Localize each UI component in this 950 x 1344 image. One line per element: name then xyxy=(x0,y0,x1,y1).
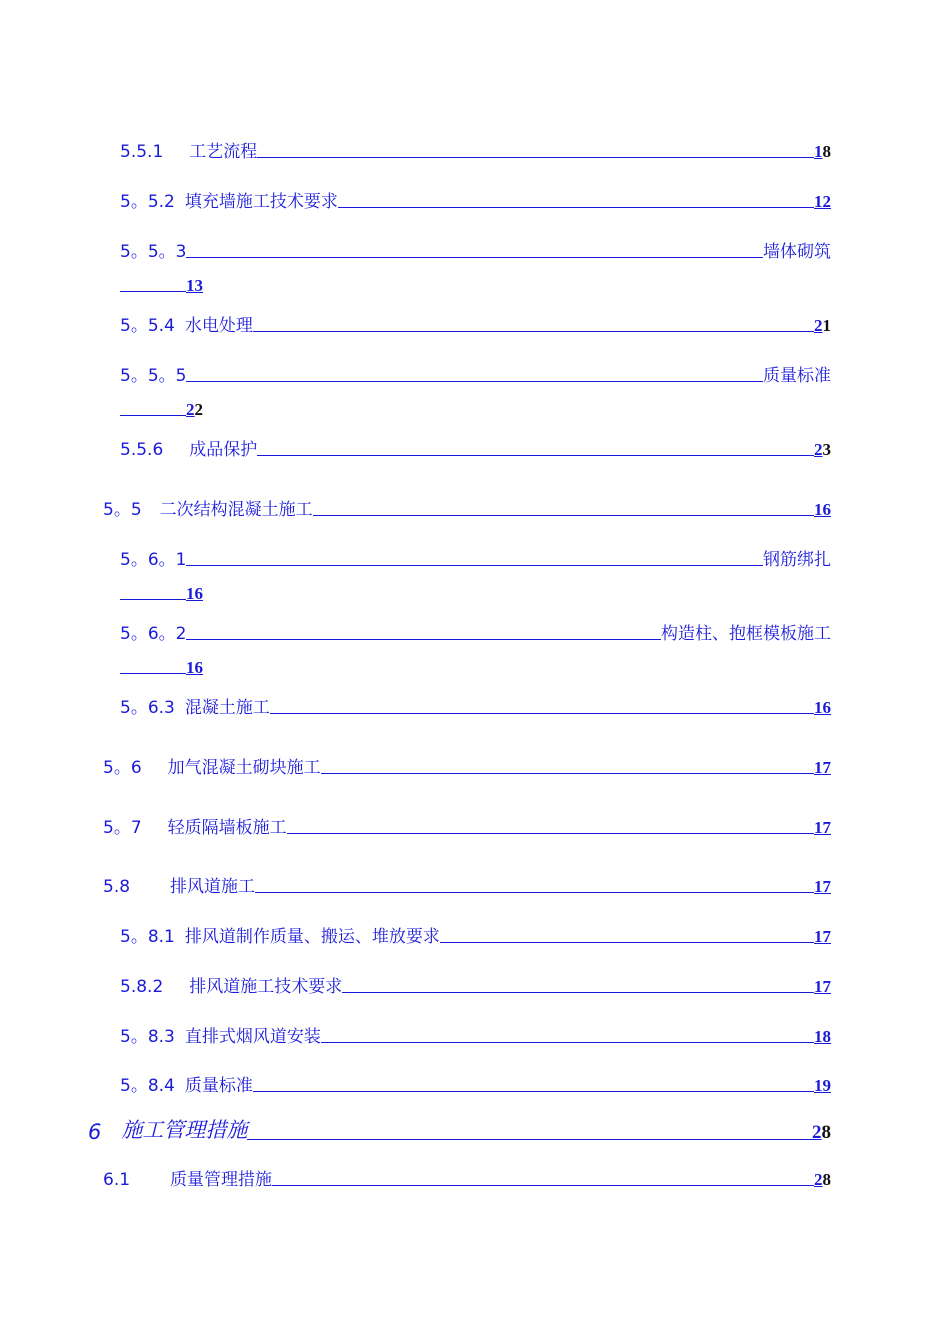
toc-leader xyxy=(313,515,814,516)
toc-number: 5.5.6 xyxy=(120,440,164,460)
toc-leader xyxy=(186,639,661,640)
toc-leader xyxy=(186,565,763,566)
toc-number: 5。5。5 xyxy=(120,366,187,386)
toc-page: 17 xyxy=(814,927,831,946)
toc-page: 18 xyxy=(814,1027,831,1046)
toc-number: 5。6。2 xyxy=(120,624,187,644)
toc-title: 混凝土施工 xyxy=(184,698,270,718)
toc-entry-5-5-2[interactable] xyxy=(120,186,831,212)
toc-leader xyxy=(120,415,186,416)
toc-page: 13 xyxy=(186,276,203,295)
toc-leader xyxy=(287,833,814,834)
toc-number: 5。7 xyxy=(103,818,142,838)
toc-title: 构造柱、抱框模板施工 xyxy=(661,624,831,644)
toc-title: 填充墙施工技术要求 xyxy=(184,192,338,212)
toc-leader xyxy=(186,257,763,258)
toc-entry-5-6-1[interactable] xyxy=(120,544,831,570)
toc-page: 19 xyxy=(814,1076,831,1095)
toc-number: 5。5。3 xyxy=(120,242,187,262)
toc-title: 质量管理措施 xyxy=(170,1170,273,1190)
toc-entry-5-6-2-continued[interactable] xyxy=(120,656,203,678)
toc-entry-5-5-3-continued[interactable] xyxy=(120,274,203,296)
toc-number: 5。8.3 xyxy=(120,1027,175,1047)
toc-entry-6-1[interactable] xyxy=(103,1164,831,1190)
toc-title: 加气混凝土砌块施工 xyxy=(167,758,321,778)
toc-page: 16 xyxy=(186,584,203,603)
toc-leader xyxy=(257,157,814,158)
toc-entry-5-6-2[interactable] xyxy=(120,618,831,644)
toc-entry-5-8[interactable] xyxy=(103,871,831,897)
toc-title: 排风道制作质量、搬运、堆放要求 xyxy=(184,927,440,947)
toc-entry-5-6[interactable] xyxy=(103,752,831,778)
toc-leader xyxy=(272,1185,814,1186)
toc-page: 22 xyxy=(186,400,203,419)
toc-number: 5。5.4 xyxy=(120,316,175,336)
toc-title: 排风道施工技术要求 xyxy=(189,977,343,997)
toc-number: 5。5 xyxy=(103,500,142,520)
toc-entry-5-8-4[interactable] xyxy=(120,1070,831,1096)
toc-leader xyxy=(338,207,814,208)
toc-title: 质量标准 xyxy=(763,366,831,386)
toc-page: 17 xyxy=(814,877,831,896)
toc-entry-5-5-3[interactable] xyxy=(120,236,831,262)
toc-page: 23 xyxy=(814,440,831,459)
toc-page: 18 xyxy=(814,142,831,161)
toc-title: 钢筋绑扎 xyxy=(763,550,831,570)
toc-number: 6.1 xyxy=(103,1170,131,1190)
toc-leader xyxy=(321,773,814,774)
toc-leader xyxy=(120,291,186,292)
toc-title: 水电处理 xyxy=(184,316,253,336)
toc-entry-5-8-1[interactable] xyxy=(120,921,831,947)
toc-page: 17 xyxy=(814,977,831,996)
toc-leader xyxy=(120,599,186,600)
toc-entry-5-8-3[interactable] xyxy=(120,1021,831,1047)
toc-page: 16 xyxy=(186,658,203,677)
toc-number: 5。8.4 xyxy=(120,1076,175,1096)
toc-page: 16 xyxy=(814,698,831,717)
toc-entry-5-6-1-continued[interactable] xyxy=(120,582,203,604)
toc-page: 12 xyxy=(814,192,831,211)
toc-title: 排风道施工 xyxy=(170,877,256,897)
toc-leader xyxy=(253,331,814,332)
toc-leader xyxy=(321,1042,814,1043)
toc-page: 28 xyxy=(812,1122,831,1143)
toc-leader xyxy=(247,1139,812,1140)
toc-number: 5.5.1 xyxy=(120,142,164,162)
toc-entry-5-7[interactable] xyxy=(103,812,831,838)
toc-leader xyxy=(342,992,814,993)
toc-entry-5-5-6[interactable] xyxy=(120,434,831,460)
toc-number: 5.8 xyxy=(103,877,131,897)
toc-number: 6 xyxy=(88,1120,102,1144)
toc-leader xyxy=(253,1091,814,1092)
toc-title: 工艺流程 xyxy=(189,142,258,162)
toc-title: 墙体砌筑 xyxy=(763,242,831,262)
toc-entry-5-5-5[interactable] xyxy=(120,360,831,386)
toc-entry-5-6-3[interactable] xyxy=(120,692,831,718)
toc-page: 28 xyxy=(814,1170,831,1189)
toc-leader xyxy=(186,381,763,382)
toc-page: 21 xyxy=(814,316,831,335)
toc-page: 17 xyxy=(814,818,831,837)
toc-entry-5-5-secondary-structure[interactable] xyxy=(103,494,831,520)
toc-title: 二次结构混凝土施工 xyxy=(159,500,313,520)
toc-entry-5-8-2[interactable] xyxy=(120,971,831,997)
toc-entry-6[interactable] xyxy=(88,1114,831,1144)
toc-number: 5。6。1 xyxy=(120,550,187,570)
toc-page: 16 xyxy=(814,500,831,519)
toc-leader xyxy=(270,713,814,714)
toc-page: 17 xyxy=(814,758,831,777)
toc-entry-5-5-4[interactable] xyxy=(120,310,831,336)
toc-number: 5。6 xyxy=(103,758,142,778)
toc-entry-5-5-1[interactable] xyxy=(120,136,831,162)
toc-number: 5.8.2 xyxy=(120,977,164,997)
toc-title: 轻质隔墙板施工 xyxy=(167,818,287,838)
toc-number: 5。6.3 xyxy=(120,698,175,718)
toc-leader xyxy=(257,455,814,456)
toc-title: 质量标准 xyxy=(184,1076,253,1096)
toc-leader xyxy=(440,942,814,943)
toc-number: 5。8.1 xyxy=(120,927,175,947)
toc-entry-5-5-5-continued[interactable] xyxy=(120,398,203,420)
toc-leader xyxy=(255,892,814,893)
toc-title: 直排式烟风道安装 xyxy=(184,1027,321,1047)
toc-leader xyxy=(120,673,186,674)
toc-title: 成品保护 xyxy=(189,440,258,460)
toc-title: 施工管理措施 xyxy=(121,1118,248,1142)
toc-number: 5。5.2 xyxy=(120,192,175,212)
